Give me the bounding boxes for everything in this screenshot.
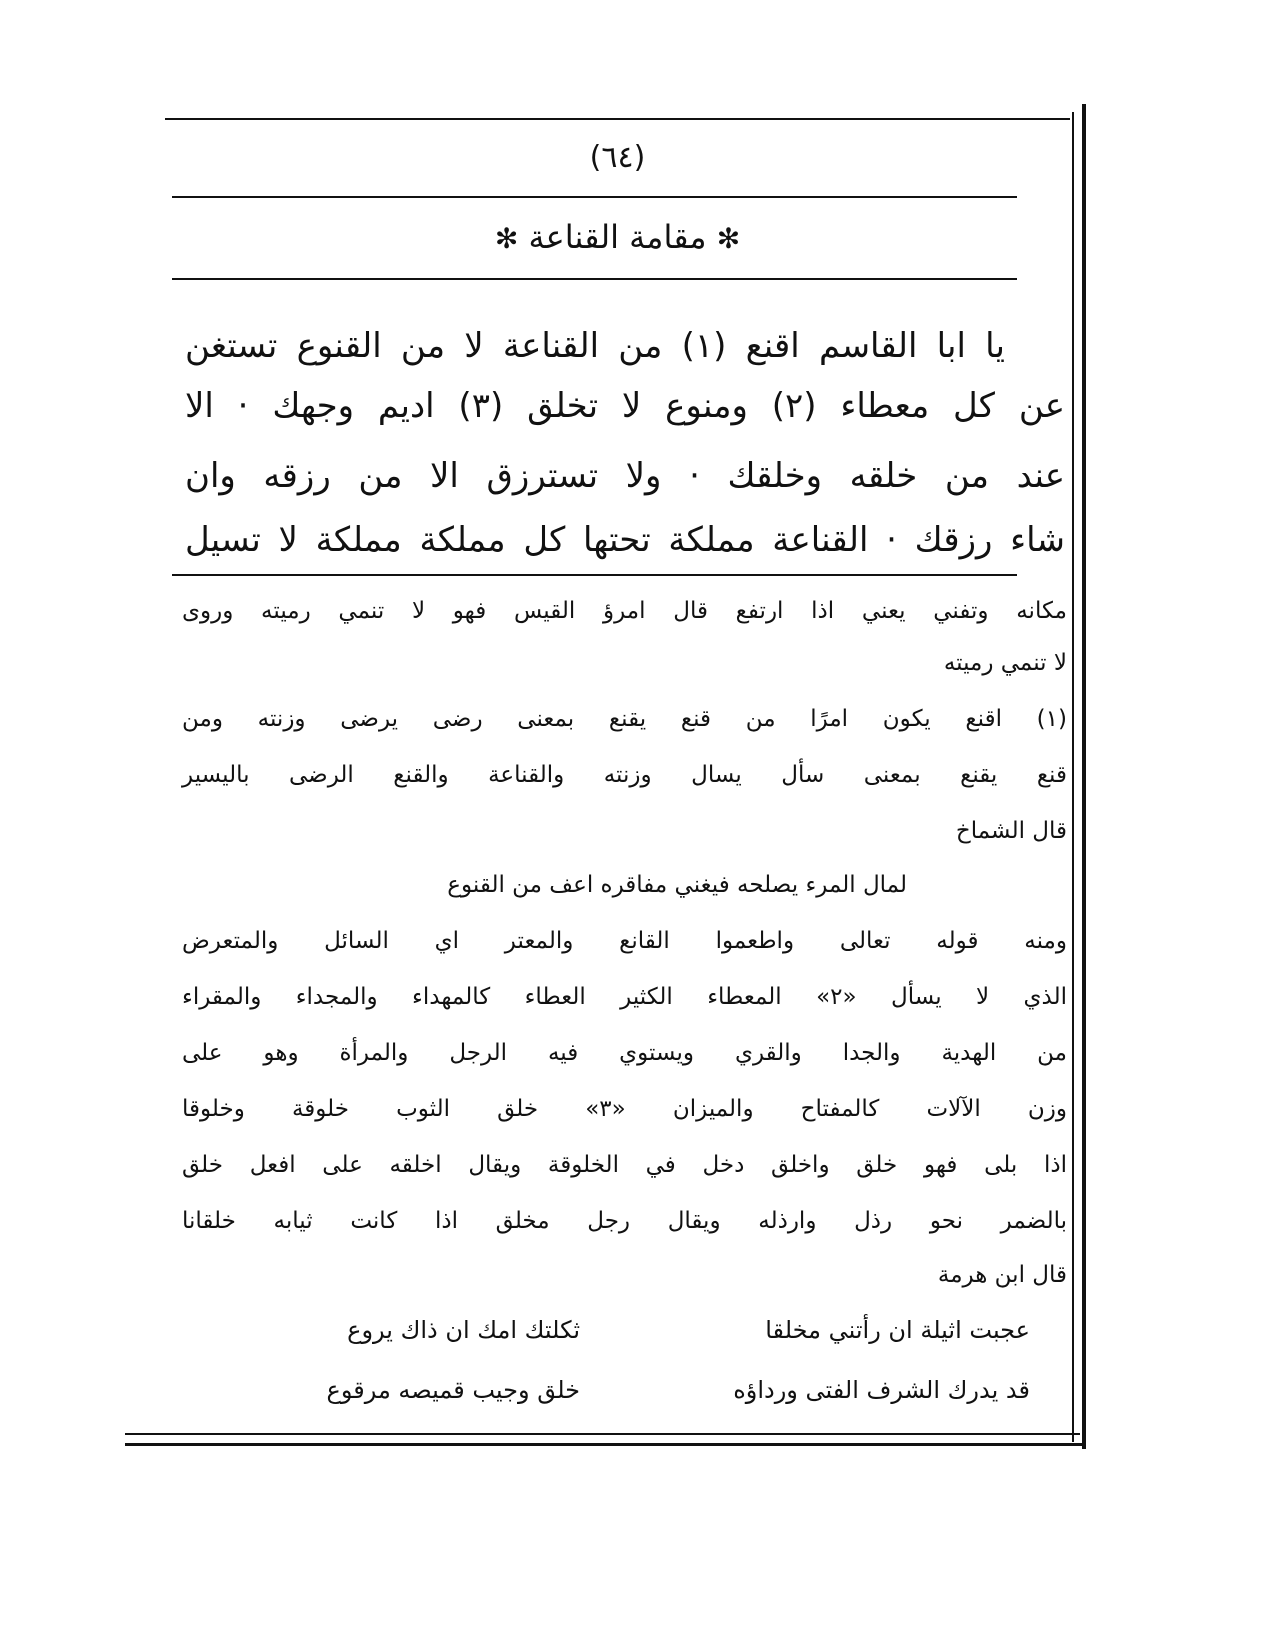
- note-line: قال الشماخ: [955, 818, 1067, 844]
- page-number: (٦٤): [589, 140, 646, 175]
- note-line: ومنه قوله تعالى واطعموا القانع والمعتر اي السائل والمتعرض: [182, 928, 1067, 954]
- note-line: من الهدية والجدا والقري ويستوي فيه الرجل والمرأة وهو على: [182, 1040, 1067, 1066]
- main-text-line: عن كل معطاء (٢) ومنوع لا تخلق (٣) اديم وجهك · الا: [185, 386, 1065, 426]
- main-text-line: يا ابا القاسم اقنع (١) من القناعة لا من القنوع تستغن: [185, 326, 1005, 366]
- page-title: [170, 218, 1065, 256]
- poem-second-hemistich: خلق وجيب قميصه مرقوع: [326, 1376, 580, 1404]
- note-line: وزن الآلات كالمفتاح والميزان «٣» خلق الثوب خلوقة وخلوقا: [182, 1096, 1067, 1122]
- main-text-line: شاء رزقك · القناعة مملكة تحتها كل مملكة مملكة لا تسيل: [185, 520, 1065, 560]
- ornament-star-icon: ✻: [494, 222, 519, 255]
- header-rule: [172, 196, 1017, 198]
- note-line: قنع يقنع بمعنى سأل يسال وزنته والقناعة والقنع الرضى باليسير: [182, 762, 1067, 788]
- note-line: الذي لا يسأل «٢» المعطاء الكثير العطاء كالمهداء والمجداء والمقراء: [182, 984, 1067, 1010]
- note-line: (١) اقنع يكون امرًا من قنع يقنع بمعنى رضى يرضى وزنته ومن: [182, 706, 1067, 732]
- poem-first-hemistich: قد يدرك الشرف الفتى ورداؤه: [733, 1376, 1030, 1404]
- poem-second-hemistich: ثكلتك امك ان ذاك يروع: [347, 1316, 580, 1344]
- ornament-star-icon: ✻: [716, 222, 741, 255]
- note-verse: لمال المرء يصلحه فيغني مفاقره اعف من القنوع: [447, 872, 907, 898]
- note-line: لا تنمي رميته: [943, 650, 1067, 676]
- title-text: مقامة القناعة: [528, 218, 707, 256]
- top-rule: [165, 118, 1070, 120]
- title-rule: [172, 278, 1017, 280]
- bottom-rule-1: [125, 1433, 1080, 1435]
- note-line: قال ابن هرمة: [937, 1262, 1067, 1288]
- poem-first-hemistich: عجبت اثيلة ان رأتني مخلقا: [765, 1316, 1030, 1344]
- main-text-line: عند من خلقه وخلقك · ولا تسترزق الا من رزقه وان: [185, 456, 1065, 496]
- bottom-rule-2: [125, 1443, 1085, 1446]
- note-line: بالضمر نحو رذل وارذله ويقال رجل مخلق اذا كانت ثيابه خلقانا: [182, 1208, 1067, 1234]
- note-line: مكانه وتفني يعني اذا ارتفع قال امرؤ القيس فهو لا تنمي رميته وروى: [182, 598, 1067, 624]
- note-line: اذا بلى فهو خلق واخلق دخل في الخلوقة ويقال اخلقه على افعل خلق: [182, 1152, 1067, 1178]
- right-border-inner: [1072, 112, 1074, 1442]
- right-border-outer: [1082, 104, 1086, 1449]
- notes-divider: [172, 574, 1017, 576]
